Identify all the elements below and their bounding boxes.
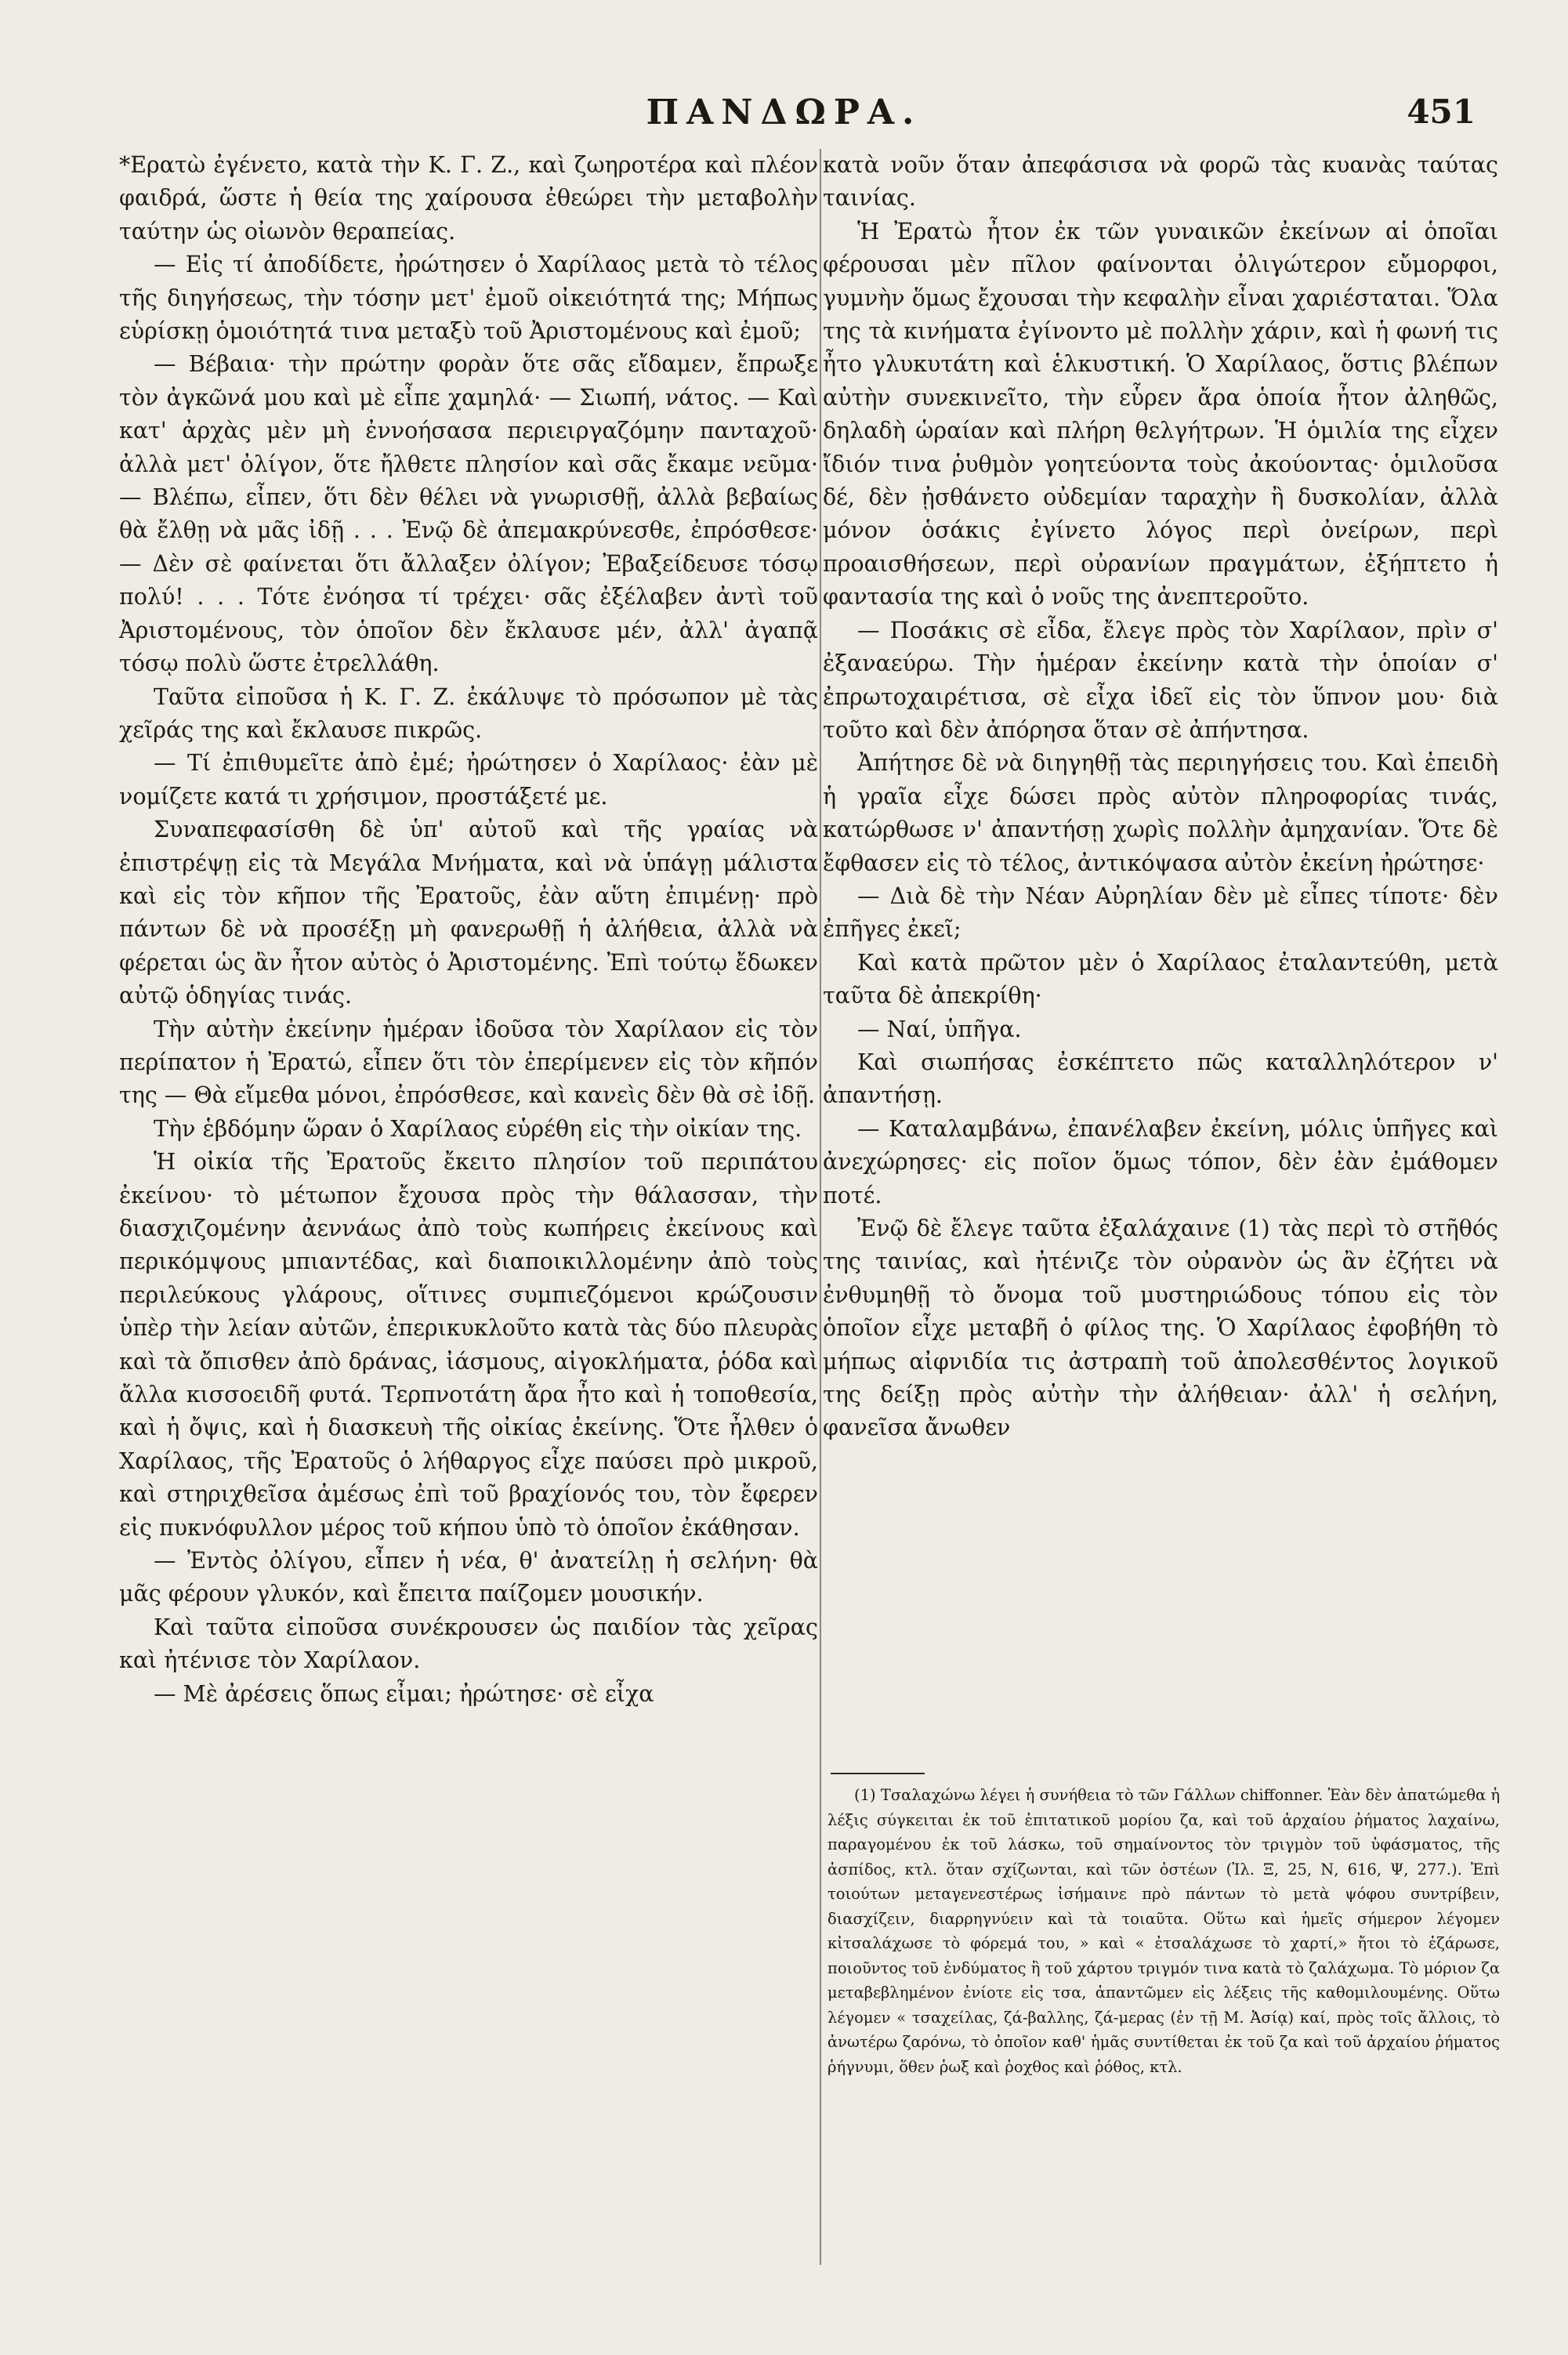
paragraph: — Ποσάκις σὲ εἶδα, ἔλεγε πρὸς τὸν Χαρίλαον, πρὶν σ' ἐξαναεύρω. Τὴν ἡμέραν ἐκείνην κατὰ τὴν ὁποίαν σ' ἐπρωτοχαιρέτισα, σὲ εἶχα ἰδεῖ εἰς τὸν ὕπνον μου· διὰ τοῦτο καὶ δὲν ἀπόρησα ὅταν σὲ ἀπήντησα. [823,617,1498,743]
paragraph: Καὶ σιωπήσας ἐσκέπτετο πῶς καταλληλότερον ν' ἀπαντήσῃ. [823,1049,1498,1109]
paragraph: Ἀπήτησε δὲ νὰ διηγηθῇ τὰς περιηγήσεις του. Καὶ ἐπειδὴ ἡ γραῖα εἶχε δώσει πρὸς αὐτὸν πληροφορίας τινάς, κατώρθωσε ν' ἀπαντήσῃ χωρὶς πολλὴν ἀμηχανίαν. Ὅτε δὲ ἔφθασεν εἰς τὸ τέλος, ἀντικόψασα αὐτὸν ἐκείνη ἠρώτησε· [823,750,1498,876]
paragraph: — Ναί, ὑπῆγα. [857,1016,1022,1042]
paragraph: Ἡ Ἐρατὼ ἦτον ἐκ τῶν γυναικῶν ἐκείνων αἱ ὁποῖαι φέρουσαι μὲν πῖλον φαίνονται ὀλιγώτερον εὔμορφοι, γυμνὴν ὅμως ἔχουσαι τὴν κεφαλὴν εἶναι χαριέσταται. Ὅλα της τὰ κινήματα ἐγίνοντο μὲ πολλὴν χάριν, καὶ ἡ φωνή τις ἦτο γλυκυτάτη καὶ ἑλκυστική. Ὁ Χαρίλαος, ὅστις βλέπων αὐτὴν συνεκινεῖτο, τὴν εὗρεν ἄρα ὁποία ἦτον ἀληθῶς, δηλαδὴ ὡραίαν καὶ πλήρη θελγήτρων. Ἡ ὁμιλία της εἶχεν ἴδιόν τινα ῥυθμὸν γοητεύοντα τοὺς ἀκούοντας· ὁμιλοῦσα δέ, δὲν ᾐσθάνετο οὐδεμίαν ταραχὴν ἢ δυσκολίαν, ἀλλὰ μόνον ὁσάκις ἐγίνετο λόγος περὶ ὀνείρων, περὶ προαισθήσεων, περὶ οὐρανίων πραγμάτων, ἐξήπτετο ἡ φαντασία της καὶ ὁ νοῦς της ἀνεπτεροῦτο. [823,218,1498,610]
paragraph: — Μὲ ἀρέσεις ὅπως εἶμαι; ἠρώτησε· σὲ εἶχα [154,1680,654,1707]
journal-title: ΠΑΝΔΩΡΑ. [646,92,922,132]
paragraph: Καὶ κατὰ πρῶτον μὲν ὁ Χαρίλαος ἐταλαντεύθη, μετὰ ταῦτα δὲ ἀπεκρίθη· [823,949,1498,1009]
footnotes [827,1783,1500,2079]
paragraph: — Εἰς τί ἀποδίδετε, ἠρώτησεν ὁ Χαρίλαος μετὰ τὸ τέλος τῆς διηγήσεως, τὴν τόσην μετ' ἐμοῦ οἰκειότητά της; Μήπως εὑρίσκῃ ὁμοιότητά τινα μεταξὺ τοῦ Ἀριστομένους καὶ ἐμοῦ; [119,252,818,345]
paragraph: κατὰ νοῦν ὅταν ἀπεφάσισα νὰ φορῶ τὰς κυανὰς ταύτας ταινίας. [823,152,1498,212]
paragraph: Τὴν ἑβδόμην ὥραν ὁ Χαρίλαος εὑρέθη εἰς τὴν οἰκίαν της. [154,1115,802,1142]
paragraph: Τὴν αὐτὴν ἐκείνην ἡμέραν ἰδοῦσα τὸν Χαρίλαον εἰς τὸν περίπατον ἡ Ἐρατώ, εἶπεν ὅτι τὸν ἐπερίμενεν εἰς τὸν κῆπόν της — Θὰ εἴμεθα μόνοι, ἐπρόσθεσε, καὶ κανεὶς δὲν θὰ σὲ ἰδῇ. [119,1016,818,1109]
paragraph: — Ἐντὸς ὀλίγου, εἶπεν ἡ νέα, θ' ἀνατείλῃ ἡ σελήνη· θὰ μᾶς φέρουν γλυκόν, καὶ ἔπειτα παίζομεν μουσικήν. [119,1548,818,1607]
paragraph: Ἐνῷ δὲ ἔλεγε ταῦτα ἐξαλάχαινε (1) τὰς περὶ τὸ στῆθός της ταινίας, καὶ ἠτένιζε τὸν οὐρανὸν ὡς ἂν ἐζήτει νὰ ἐνθυμηθῇ τὸ ὄνομα τοῦ μυστηριώδους τόπου εἰς τὸν ὁποῖον εἶχε μεταβῆ ὁ φίλος της. Ὁ Χαρίλαος ἐφοβήθη τὸ μήπως αἰφνιδία τις ἀστραπὴ τοῦ ἀπολεσθέντος λογικοῦ της δείξῃ πρὸς αὐτὴν τὴν ἀλήθειαν· ἀλλ' ἡ σελήνη, φανεῖσα ἄνωθεν [823,1216,1498,1441]
paragraph: Καὶ ταῦτα εἰποῦσα συνέκρουσεν ὡς παιδίον τὰς χεῖρας καὶ ἠτένισε τὸν Χαρίλαον. [119,1614,818,1674]
column-divider [820,149,821,2265]
footnote: (1) Τσαλαχώνω λέγει ἡ συνήθεια τὸ τῶν Γάλλων chiffonner. Ἐὰν δὲν ἀπατώμεθα ἡ λέξις σύγκειται ἐκ τοῦ ἐπιτατικοῦ μορίου ζα, καὶ τοῦ ἀρχαίου ῥήματος λαχαίνω, παραγομένου ἐκ τοῦ λάσκω, τοῦ σημαίνοντος τὸν τριγμὸν τοῦ ὑφάσματος, τῆς ἀσπίδος, κτλ. ὅταν σχίζωνται, καὶ τῶν ὀστέων (Ἰλ. Ξ, 25, Ν, 616, Ψ, 277.). Ἐπὶ τοιούτων μεταγενεστέρως ἰσήμαινε πρὸ πάντων τὸ μετὰ ψόφου συντρίβειν, διασχίζειν, διαρρηγνύειν καὶ τὰ τοιαῦτα. Οὕτω καὶ ἡμεῖς σήμερον λέγομεν κἰτσαλάχωσε τὸ φόρεμά του, » καὶ « ἐτσαλάχωσε τὸ χαρτί,» ἤτοι τὸ ἐζάρωσε, ποιοῦντος τοῦ ἐνδύματος ἢ τοῦ χάρτου τριγμόν τινα κατὰ τὸ ζαλάχωμα. Τὸ μόριον ζα μεταβεβλημένον ἐνίοτε εἰς τσα, ἀπαντῶμεν εἰς λέξεις τῆς καθομιλουμένης. Οὕτω λέγομεν « τσαχείλας, ζά-βαλλης, ζά-μερας (ἐν τῇ Μ. Ἀσίᾳ) καί, πρὸς τοῖς ἄλλοις, τὸ ἀνωτέρω ζαρόνω, τὸ ὁποῖον καθ' ἡμᾶς συντίθεται ἐκ τοῦ ζα καὶ τοῦ ἀρχαίου ῥήματος ῥήγνυμι, ὅθεν ῥωξ καὶ ῥοχθος καὶ ῥόθος, κτλ. [827,1786,1500,2076]
paragraph: — Βέβαια· τὴν πρώτην φορὰν ὅτε σᾶς εἴδαμεν, ἔπρωξε τὸν ἀγκῶνά μου καὶ μὲ εἶπε χαμηλά· — Σιωπή, νάτος. — Καὶ κατ' ἀρχὰς μὲν μὴ ἐννοήσασα περιειργαζόμην πανταχοῦ· ἀλλὰ μετ' ὀλίγον, ὅτε ἤλθετε πλησίον καὶ σᾶς ἔκαμε νεῦμα· — Βλέπω, εἶπεν, ὅτι δὲν θέλει νὰ γνωρισθῇ, ἀλλὰ βεβαίως θὰ ἔλθῃ νὰ μᾶς ἰδῇ . . . Ἐνῷ δὲ ἀπεμακρύνεσθε, ἐπρόσθεσε· — Δὲν σὲ φαίνεται ὅτι ἄλλαξεν ὀλίγον; Ἐβαξείδευσε τόσῳ πολύ! . . . Τότε ἐνόησα τί τρέχει· σᾶς ἐξέλαβεν ἀντὶ τοῦ Ἀριστομένους, τὸν ὁποῖον δὲν ἔκλαυσε μέν, ἀλλ' ἀγαπᾷ τόσῳ πολὺ ὥστε ἐτρελλάθη. [119,351,818,677]
paragraph: — Διὰ δὲ τὴν Νέαν Αὐρηλίαν δὲν μὲ εἶπες τίποτε· δὲν ἐπῆγες ἐκεῖ; [823,882,1498,943]
page-header [0,92,1568,139]
left-column [119,149,818,1711]
page-number: 451 [1407,92,1476,131]
paragraph: Συναπεφασίσθη δὲ ὑπ' αὐτοῦ καὶ τῆς γραίας νὰ ἐπιστρέψῃ εἰς τὰ Μεγάλα Μνήματα, καὶ νὰ ὑπάγῃ μάλιστα καὶ εἰς τὸν κῆπον τῆς Ἐρατοῦς, ἐὰν αὕτη ἐπιμένῃ· πρὸ πάντων δὲ νὰ προσέξῃ μὴ φανερωθῇ ἡ ἀλήθεια, ἀλλὰ νὰ φέρεται ὡς ἂν ἦτον αὐτὸς ὁ Ἀριστομένης. Ἐπὶ τούτῳ ἔδωκεν αὐτῷ ὁδηγίας τινάς. [119,817,818,1009]
paragraph: — Καταλαμβάνω, ἐπανέλαβεν ἐκείνη, μόλις ὑπῆγες καὶ ἀνεχώρησες· εἰς ποῖον ὅμως τόπον, δὲν ἐὰν ἐμάθομεν ποτέ. [823,1115,1498,1208]
paragraph: Ταῦτα εἰποῦσα ἡ Κ. Γ. Ζ. ἐκάλυψε τὸ πρόσωπον μὲ τὰς χεῖράς της καὶ ἔκλαυσε πικρῶς. [119,683,818,743]
paragraph: Ἡ οἰκία τῆς Ἐρατοῦς ἔκειτο πλησίον τοῦ περιπάτου ἐκείνου· τὸ μέτωπον ἔχουσα πρὸς τὴν θάλασσαν, τὴν διασχιζομένην ἀεννάως ἀπὸ τοὺς κωπήρεις ἐκείνους καὶ περικόμψους μπιαντέδας, καὶ διαποικιλλομένην ἀπὸ τοὺς περιλεύκους γλάρους, οἵτινες συμπιεζόμενοι κρώζουσιν ὑπὲρ τὴν λείαν αὐτῶν, ἐπερικυκλοῦτο κατὰ τὰς δύο πλευρὰς καὶ τὰ ὄπισθεν ἀπὸ δράνας, ἰάσμους, αἰγοκλήματα, ῥόδα καὶ ἄλλα κισσοειδῆ φυτά. Τερπνοτάτη ἄρα ἦτο καὶ ἡ τοποθεσία, καὶ ἡ ὄψις, καὶ ἡ διασκευὴ τῆς οἰκίας ἐκείνης. Ὅτε ἦλθεν ὁ Χαρίλαος, τῆς Ἐρατοῦς ὁ λήθαργος εἶχε παύσει πρὸ μικροῦ, καὶ στηριχθεῖσα ἀμέσως ἐπὶ τοῦ βραχίονός του, τὸν ἔφερεν εἰς πυκνόφυλλον μέρος τοῦ κήπου ὑπὸ τὸ ὁποῖον ἐκάθησαν. [119,1149,818,1541]
paragraph: *Ερατὼ ἐγένετο, κατὰ τὴν Κ. Γ. Ζ., καὶ ζωηροτέρα καὶ πλέον φαιδρά, ὥστε ἡ θεία της χαίρουσα ἐθεώρει τὴν μεταβολὴν ταύτην ὡς οἰωνὸν θεραπείας. [119,152,818,245]
paragraph: — Τί ἐπιθυμεῖτε ἀπὸ ἐμέ; ἠρώτησεν ὁ Χαρίλαος· ἐὰν μὲ νομίζετε κατά τι χρήσιμον, προστάξετέ με. [119,750,818,810]
right-column [823,149,1498,1445]
footnote-divider [831,1773,925,1774]
